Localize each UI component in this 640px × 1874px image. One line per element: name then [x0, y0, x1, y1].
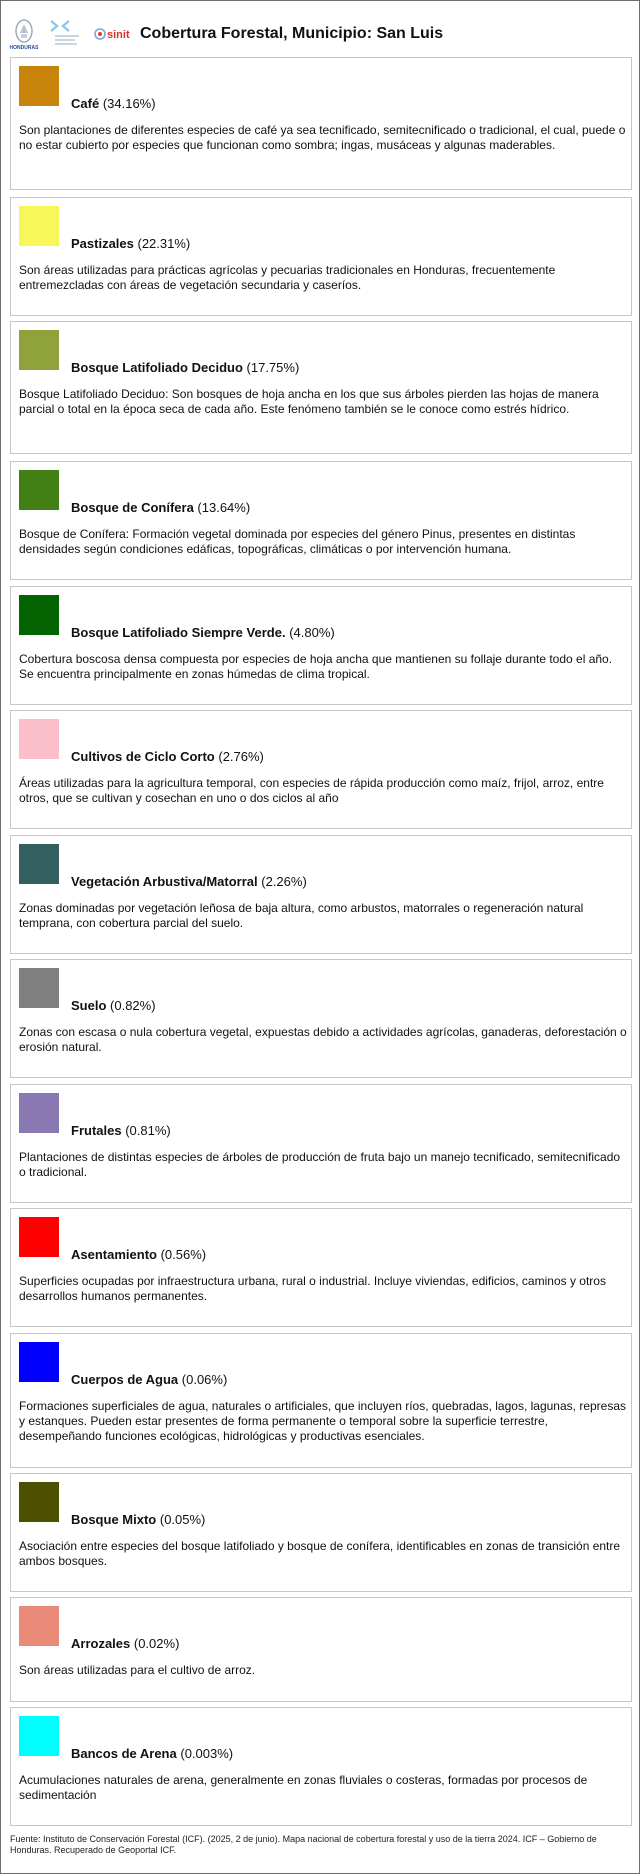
legend-percent: (0.56%): [160, 1247, 207, 1262]
legend-description: Cobertura boscosa densa compuesta por especies de hoja ancha que mantienen su follaje durante todo el año. Se encuentra principalmente en zonas húmedas de clima tropical.: [19, 652, 613, 681]
legend-percent: (2.76%): [218, 749, 264, 764]
sinit-logo-text: sinit: [107, 29, 130, 41]
color-swatch: [19, 1342, 59, 1382]
legend-name: Pastizales: [71, 236, 134, 251]
honduras-seal-logo: [9, 17, 39, 51]
legend-percent: (22.31%): [137, 236, 191, 251]
legend-description: Bosque Latifoliado Deciduo: Son bosques de hoja ancha en los que sus árboles pierden las hojas de manera parcial o total en la época seca de cada año. Este fenómeno también se le conoce como estrés hídrico.: [19, 387, 599, 416]
legend-name: Arrozales: [71, 1636, 131, 1651]
color-swatch: [19, 206, 59, 246]
legend-item: [10, 57, 632, 190]
color-swatch: [19, 595, 59, 635]
color-swatch: [19, 330, 59, 370]
legend-item: [10, 586, 632, 705]
color-swatch: [19, 1093, 59, 1133]
legend-name: Bosque Latifoliado Siempre Verde.: [71, 625, 286, 640]
legend-description: Son plantaciones de diferentes especies de café ya sea tecnificado, semitecnificado o tradicional, el cual, puede o no estar cubierto por especies que funcionan como sombra; ingas, musáceas y algunas maderables.: [19, 123, 626, 152]
source-citation: Fuente: Instituto de Conservación Forestal (ICF). (2025, 2 de junio). Mapa nacional de cobertura forestal y uso de la tierra 2024. ICF – Gobierno de Honduras. Recuperado de Geoportal ICF.: [10, 1834, 597, 1855]
legend-item: [10, 1333, 632, 1468]
color-swatch: [19, 66, 59, 106]
legend-description: Formaciones superficiales de agua, naturales o artificiales, que incluyen ríos, quebradas, lagos, lagunas, represas y estanques. Pueden estar presentes de forma permanente o temporal sobre la superficie terrestre, desempeñando funciones ecológicas, hidrológicas y productivas esenciales.: [19, 1399, 627, 1443]
legend-item: [10, 1084, 632, 1203]
legend-item: [10, 710, 632, 829]
legend-name: Bosque Latifoliado Deciduo: [71, 360, 243, 375]
color-swatch: [19, 719, 59, 759]
legend-label: [71, 1372, 227, 1387]
legend-name: Cuerpos de Agua: [71, 1372, 179, 1387]
legend-name: Cultivos de Ciclo Corto: [71, 749, 215, 764]
legend-item: [10, 835, 632, 954]
legend-description: Zonas con escasa o nula cobertura vegetal, expuestas debido a actividades agrícolas, ganaderas, deforestación o erosión natural.: [19, 1025, 627, 1054]
legend-description: Son áreas utilizadas para prácticas agrícolas y pecuarias tradicionales en Honduras, frecuentemente entremezcladas con áreas de vegetación secundaria y caseríos.: [19, 263, 556, 292]
header: [9, 15, 629, 55]
legend-description: Áreas utilizadas para la agricultura temporal, con especies de rápida producción como maíz, frijol, arroz, entre otros, que se cultivan y cosechan en uno o dos ciclos al año: [19, 776, 604, 805]
legend-item: [10, 1707, 632, 1826]
legend-label: [71, 360, 299, 375]
legend-description: Son áreas utilizadas para el cultivo de arroz.: [19, 1663, 256, 1677]
legend-item: [10, 461, 632, 580]
legend-label: [71, 500, 250, 515]
color-swatch: [19, 1217, 59, 1257]
legend-description: Zonas dominadas por vegetación leñosa de baja altura, como arbustos, matorrales o regeneración natural temprana, con cobertura parcial del suelo.: [19, 901, 584, 930]
legend-percent: (17.75%): [246, 360, 300, 375]
legend-item: [10, 321, 632, 454]
legend-percent: (0.02%): [133, 1636, 180, 1651]
color-swatch: [19, 1606, 59, 1646]
legend-label: [71, 1512, 205, 1527]
legend-percent: (0.06%): [181, 1372, 228, 1387]
legend-percent: (4.80%): [289, 625, 335, 640]
legend-label: [71, 625, 335, 640]
legend-item: [10, 1597, 632, 1702]
legend-item: [10, 197, 632, 316]
legend-name: Vegetación Arbustiva/Matorral: [71, 874, 258, 889]
legend-name: Asentamiento: [71, 1247, 157, 1262]
legend-percent: (0.81%): [125, 1123, 171, 1138]
legend-label: [71, 1123, 171, 1138]
legend-percent: (0.82%): [110, 998, 156, 1013]
legend-label: [71, 998, 156, 1013]
honduras-logo-text: HONDURAS: [9, 45, 39, 51]
legend-description: Acumulaciones naturales de arena, generalmente en zonas fluviales o costeras, formadas por procesos de sedimentación: [19, 1773, 588, 1802]
legend-percent: (34.16%): [102, 96, 156, 111]
color-swatch: [19, 470, 59, 510]
legend-item: [10, 1473, 632, 1592]
legend-percent: (2.26%): [261, 874, 307, 889]
legend-description: Asociación entre especies del bosque latifoliado y bosque de conífera, identificables en zonas de transición entre ambos bosques.: [19, 1539, 621, 1568]
legend-description: Plantaciones de distintas especies de árboles de producción de fruta bajo un manejo tecnificado, semitecnificado o tradicional.: [19, 1150, 621, 1179]
legend-name: Bancos de Arena: [71, 1746, 177, 1761]
legend-item: [10, 1208, 632, 1327]
secretaria-logo: [47, 17, 87, 51]
page-title: Cobertura Forestal, Municipio: San Luis: [140, 25, 444, 42]
legend-label: [71, 96, 156, 111]
sinit-logo: [93, 23, 133, 45]
legend-label: [71, 1247, 206, 1262]
legend-name: Café: [71, 96, 100, 111]
logo-group: [9, 15, 134, 55]
legend-percent: (0.05%): [159, 1512, 206, 1527]
color-swatch: [19, 1716, 59, 1756]
legend-label: [71, 1746, 233, 1761]
legend-label: [71, 236, 190, 251]
legend-description: Bosque de Conífera: Formación vegetal dominada por especies del género Pinus, presentes en distintas densidades según condiciones edáficas, topográficas, climáticas o por intervención humana.: [19, 527, 576, 556]
color-swatch: [19, 1482, 59, 1522]
color-swatch: [19, 968, 59, 1008]
legend-label: [71, 874, 307, 889]
legend-label: [71, 749, 264, 764]
legend-name: Suelo: [71, 998, 107, 1013]
legend-percent: (13.64%): [197, 500, 251, 515]
color-swatch: [19, 844, 59, 884]
legend-name: Bosque Mixto: [71, 1512, 157, 1527]
legend-description: Superficies ocupadas por infraestructura urbana, rural o industrial. Incluye viviendas, edificios, caminos y otros desarrollos humanos permanentes.: [19, 1274, 606, 1303]
legend-item: [10, 959, 632, 1078]
legend-name: Bosque de Conífera: [71, 500, 194, 515]
legend-name: Frutales: [71, 1123, 122, 1138]
legend-label: [71, 1636, 179, 1651]
legend-percent: (0.003%): [180, 1746, 234, 1761]
